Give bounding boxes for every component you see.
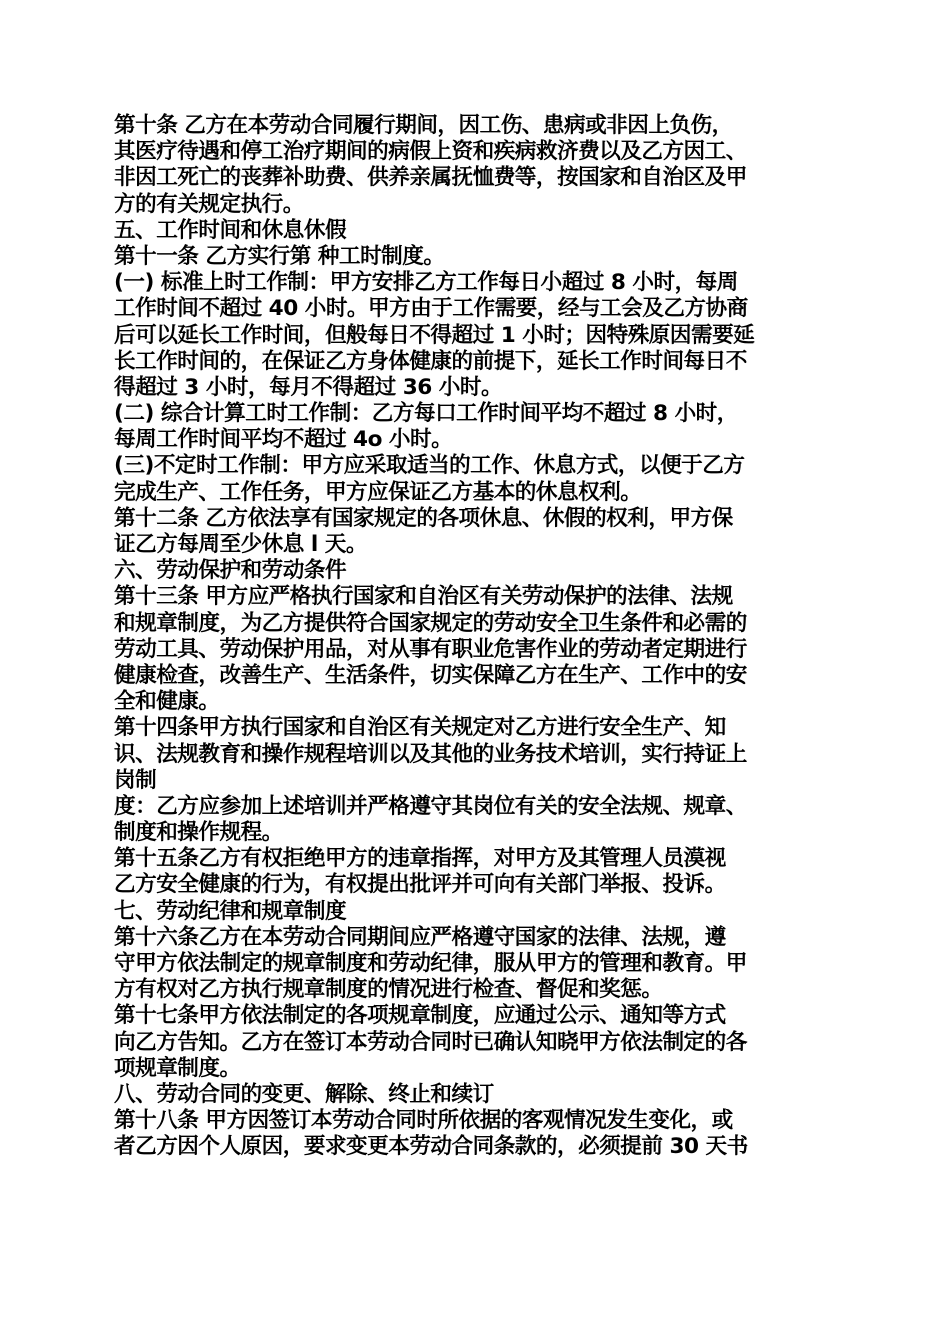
section-heading: 六、劳动保护和劳动条件 — [114, 558, 347, 584]
section-heading: 八、劳动合同的变更、解除、终止和续订 — [114, 1081, 494, 1107]
text-line: 者乙方因个人原因，要求变更本劳动合同条款的，必须提前 30 天书 — [114, 1134, 748, 1160]
text-line: 非因工死亡的丧葬补助费、供养亲属抚恤费等，按国家和自治区及甲 — [114, 165, 747, 191]
section-heading: 五、工作时间和休息休假 — [114, 217, 347, 243]
text-line: 第十七条甲方依法制定的各项规章制度，应通过公示、通知等方式 — [114, 1003, 726, 1029]
section-heading: 七、劳动纪律和规章制度 — [114, 898, 347, 924]
text-line: 劳动工具、劳动保护用品，对从事有职业危害作业的劳动者定期进行 — [114, 636, 747, 662]
text-line: (二) 综合计算工时工作制：乙方每口工作时间平均不超过 8 小时， — [114, 401, 738, 427]
text-line: 第十一条 乙方实行第 种工时制度。 — [114, 243, 445, 269]
text-line: (三)不定时工作制：甲方应采取适当的工作、休息方式，以便于乙方 — [114, 453, 745, 479]
text-line: 度：乙方应参加上述培训并严格遵守其岗位有关的安全法规、规章、 — [114, 793, 747, 819]
text-line: 全和健康。 — [114, 689, 220, 715]
text-line: 得超过 3 小时，每月不得超过 36 小时。 — [114, 374, 503, 400]
text-line: 健康检查，改善生产、生活条件，切实保障乙方在生产、工作中的安 — [114, 662, 747, 688]
text-line: (一) 标准上时工作制：甲方安排乙方工作每日小超过 8 小时，每周 — [114, 270, 738, 296]
text-line: 第十二条 乙方依法享有国家规定的各项休息、休假的权利，甲方保 — [114, 505, 733, 531]
text-line: 方有权对乙方执行规章制度的情况进行检查、督促和奖惩。 — [114, 977, 663, 1003]
text-line: 第十五条乙方有权拒绝甲方的违章指挥，对甲方及其管理人员漠视 — [114, 846, 726, 872]
text-line: 完成生产、工作任务，甲方应保证乙方基本的休息权利。 — [114, 479, 642, 505]
text-line: 其医疗待遇和停工治疗期间的病假上资和疾病救济费以及乙方因工、 — [114, 139, 747, 165]
text-line: 每周工作时间平均不超过 4o 小时。 — [114, 427, 453, 453]
text-line: 乙方安全健康的行为，有权提出批评并可向有关部门举报、投诉。 — [114, 872, 726, 898]
text-line: 长工作时间的，在保证乙方身体健康的前提下，延长工作时间每日不 — [114, 348, 747, 374]
text-line: 制度和操作规程。 — [114, 820, 283, 846]
text-line: 第十八条 甲方因签订本劳动合同时所依据的客观情况发生变化，或 — [114, 1108, 733, 1134]
text-line: 第十六条乙方在本劳动合同期间应严格遵守国家的法律、法规，遵 — [114, 924, 726, 950]
text-line: 第十四条甲方执行国家和自治区有关规定对乙方进行安全生产、知 — [114, 715, 726, 741]
text-line: 岗制 — [114, 767, 157, 793]
document-page — [114, 113, 839, 1161]
text-line: 方的有关规定执行。 — [114, 191, 304, 217]
text-line: 第十条 乙方在本劳动合同履行期间，因工伤、患病或非因上负伤， — [114, 113, 733, 138]
text-line: 工作时间不超过 40 小时。甲方由于工作需要，经与工会及乙方协商 — [114, 296, 748, 322]
text-line: 识、法规教育和操作规程培训以及其他的业务技术培训，实行持证上 — [114, 741, 747, 767]
text-line: 向乙方告知。乙方在签订本劳动合同时已确认知晓甲方依法制定的各 — [114, 1029, 747, 1055]
text-line: 和规章制度，为乙方提供符合国家规定的劳动安全卫生条件和必需的 — [114, 610, 747, 636]
text-line: 守甲方依法制定的规章制度和劳动纪律，服从甲方的管理和教育。甲 — [114, 951, 747, 976]
text-line: 项规章制度。 — [114, 1055, 241, 1081]
text-line: 证乙方每周至少休息 l 天。 — [114, 532, 367, 557]
text-line: 第十三条 甲方应严格执行国家和自治区有关劳动保护的法律、法规 — [114, 584, 733, 610]
text-line: 后可以延长工作时间，但般每日不得超过 1 小时；因特殊原因需要延 — [114, 322, 755, 348]
